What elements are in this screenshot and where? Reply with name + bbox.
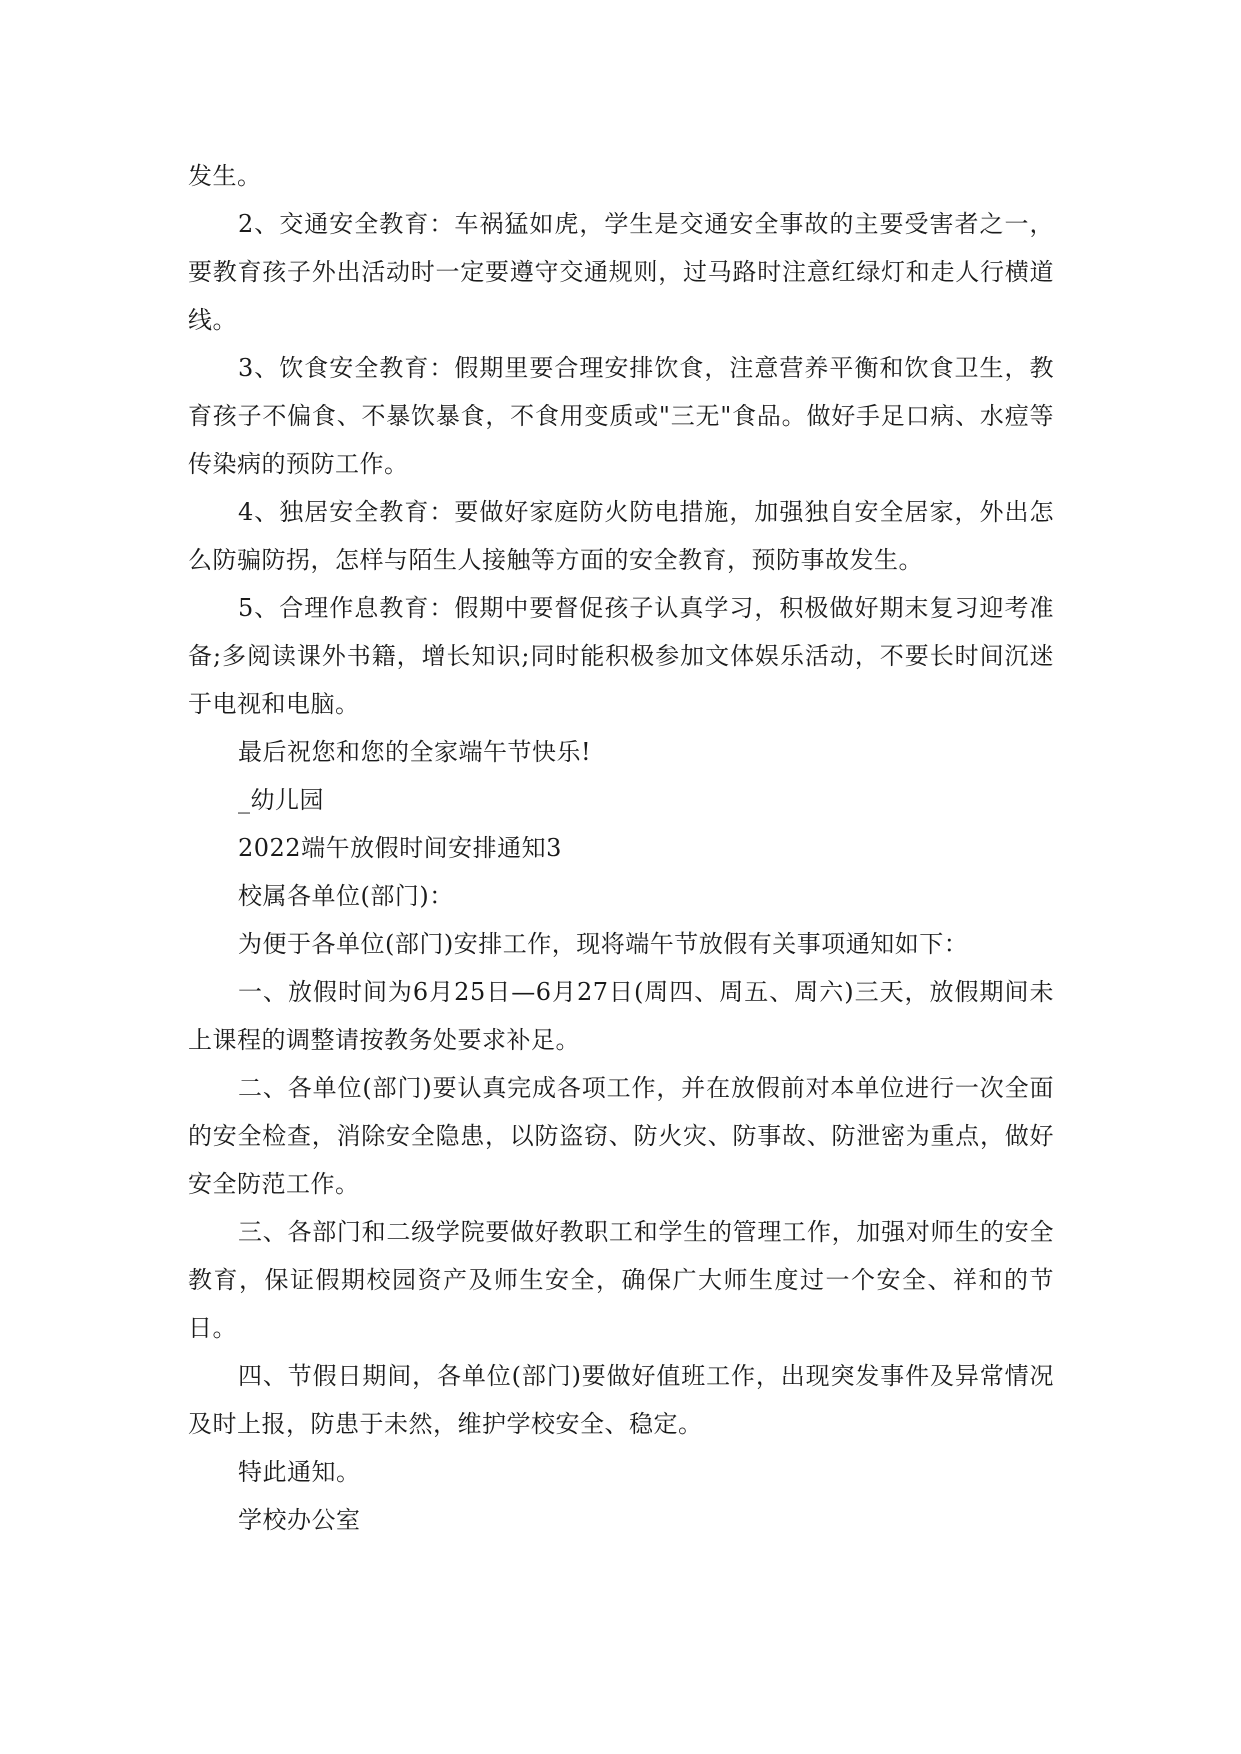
paragraph-item-3: 三、各部门和二级学院要做好教职工和学生的管理工作，加强对师生的安全教育，保证假期校园资产及师生安全，确保广大师生度过一个安全、祥和的节日。	[188, 1218, 1054, 1342]
paragraph-closing: 特此通知。	[238, 1458, 361, 1486]
paragraph-routine-education: 5、合理作息教育：假期中要督促孩子认真学习，积极做好期末复习迎考准备;多阅读课外书籍，增长知识;同时能积极参加文体娱乐活动，不要长时间沉迷于电视和电脑。	[188, 594, 1054, 718]
paragraph-addressee: 校属各单位(部门)：	[238, 882, 454, 910]
paragraph-food-safety: 3、饮食安全教育：假期里要合理安排饮食，注意营养平衡和饮食卫生，教育孩子不偏食、不暴饮暴食，不食用变质或"三无"食品。做好手足口病、水痘等传染病的预防工作。	[188, 354, 1054, 478]
paragraph-item-4: 四、节假日期间，各单位(部门)要做好值班工作，出现突发事件及异常情况及时上报，防患于未然，维护学校安全、稳定。	[188, 1362, 1054, 1438]
paragraph-intro: 为便于各单位(部门)安排工作，现将端午节放假有关事项通知如下：	[238, 930, 969, 958]
paragraph-item-1: 一、放假时间为6月25日—6月27日(周四、周五、周六)三天，放假期间未上课程的调整请按教务处要求补足。	[188, 978, 1054, 1054]
section-title: 2022端午放假时间安排通知3	[238, 834, 562, 862]
paragraph-traffic-safety: 2、交通安全教育：车祸猛如虎，学生是交通安全事故的主要受害者之一，要教育孩子外出活动时一定要遵守交通规则，过马路时注意红绿灯和走人行横道线。	[188, 210, 1054, 334]
paragraph-signature-kindergarten: _幼儿园	[238, 786, 324, 814]
document-body	[188, 152, 1054, 1544]
paragraph-home-alone-safety: 4、独居安全教育：要做好家庭防火防电措施，加强独自安全居家，外出怎么防骗防拐，怎样与陌生人接触等方面的安全教育，预防事故发生。	[188, 498, 1054, 574]
paragraph-signature-office: 学校办公室	[238, 1506, 361, 1534]
paragraph-item-2: 二、各单位(部门)要认真完成各项工作，并在放假前对本单位进行一次全面的安全检查，消除安全隐患，以防盗窃、防火灾、防事故、防泄密为重点，做好安全防范工作。	[188, 1074, 1054, 1198]
paragraph-continuation: 发生。	[188, 162, 262, 190]
paragraph-greeting: 最后祝您和您的全家端午节快乐!	[238, 738, 592, 766]
